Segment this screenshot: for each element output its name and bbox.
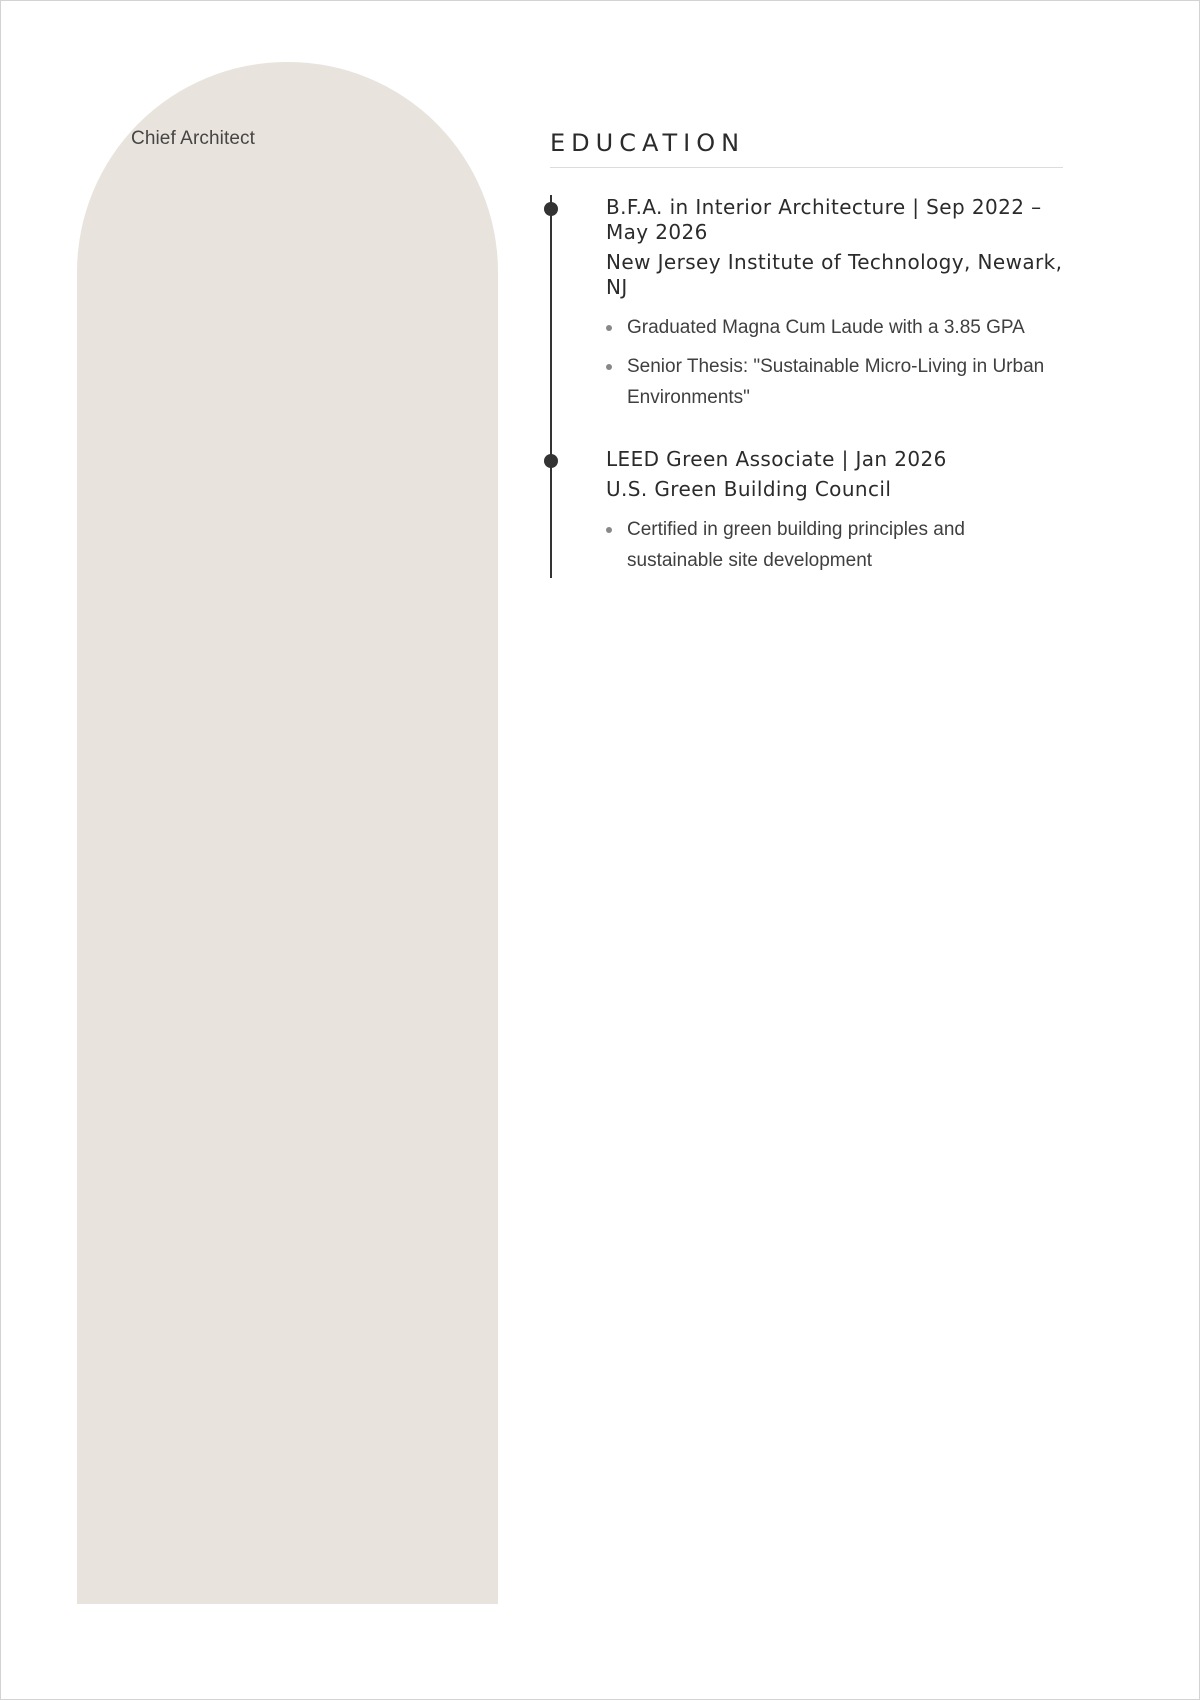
bullet-item: Certified in green building principles and sustainable site development: [606, 514, 1063, 576]
entry-organization: New Jersey Institute of Technology, Newark, NJ: [606, 250, 1063, 299]
timeline-dot-icon: [544, 202, 558, 216]
timeline-dot-icon: [544, 454, 558, 468]
section-divider: [550, 167, 1063, 168]
education-section: [550, 127, 1063, 578]
education-entry: [550, 447, 1063, 576]
education-timeline: [550, 195, 1063, 578]
entry-title: LEED Green Associate | Jan 2026: [606, 447, 947, 471]
bullet-item: Graduated Magna Cum Laude with a 3.85 GPA: [606, 312, 1063, 343]
entry-bullets: [606, 312, 1063, 413]
sidebar-arch-panel: [77, 62, 498, 1604]
entry-bullets: [606, 514, 1063, 576]
entry-title: B.F.A. in Interior Architecture | Sep 2022 – May 2026: [606, 195, 1042, 244]
bullet-item: Senior Thesis: "Sustainable Micro-Living in Urban Environments": [606, 351, 1063, 413]
job-role: Chief Architect: [131, 128, 255, 149]
education-entry: [550, 195, 1063, 413]
entry-organization: U.S. Green Building Council: [606, 477, 892, 501]
section-title: EDUCATION: [550, 129, 746, 157]
